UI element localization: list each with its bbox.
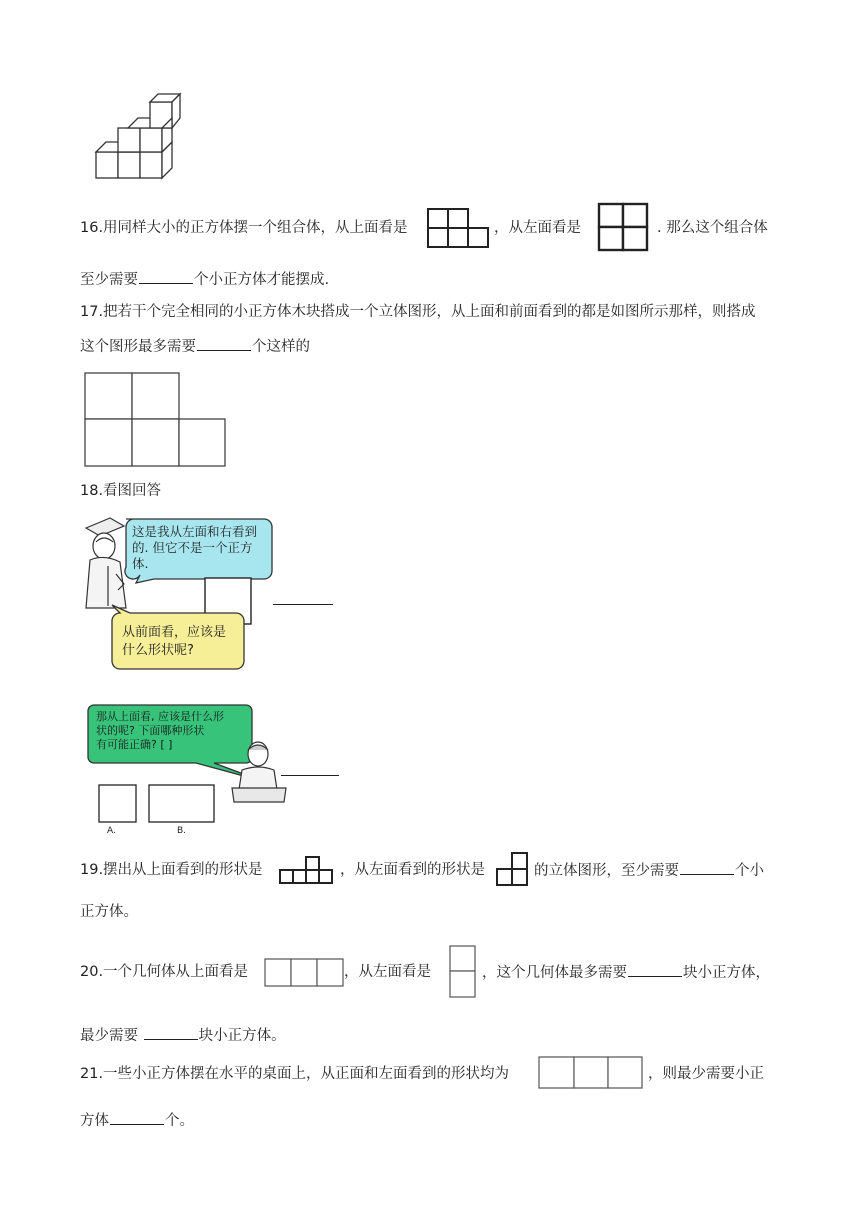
q16-left-view-figure xyxy=(597,202,649,252)
question-21-text-b-wrap xyxy=(648,1064,764,1084)
question-18-title xyxy=(80,481,161,501)
question-19-text-c-wrap xyxy=(534,860,764,881)
q18-title: 18.看图回答 xyxy=(80,483,162,499)
q20-text-c-pre: ，这个几何体最多需要 xyxy=(482,965,627,981)
bubble-2-line-1: 从前面看，应该是 xyxy=(122,625,227,640)
q17-answer-blank[interactable] xyxy=(197,336,251,351)
q17-view-figure xyxy=(84,372,228,468)
question-17-line-1 xyxy=(80,302,756,322)
question-19-line-2 xyxy=(80,902,138,922)
q16-top-view-figure xyxy=(427,208,489,248)
bubble-1-line-3: 体. xyxy=(132,556,149,571)
q21-text-a: 21.一些小正方体摆在水平的桌面上，从正面和左面看到的形状均为 xyxy=(80,1066,510,1082)
q19-left-view-figure xyxy=(496,852,530,888)
bubble-1-text xyxy=(132,524,257,572)
bubble-3-line-2: 状的呢? 下面哪种形状 xyxy=(96,724,205,737)
option-a-label: A. xyxy=(107,826,116,836)
question-20-line-1 xyxy=(80,962,248,982)
q20-top-view-figure xyxy=(264,958,344,988)
question-20-line-2 xyxy=(80,1025,286,1046)
q16-answer-blank[interactable] xyxy=(139,269,193,284)
bubble-1-line-2: 的. 但它不是一个正方 xyxy=(132,540,253,555)
question-21-line-1 xyxy=(80,1064,509,1084)
question-16-text-c-wrap xyxy=(657,218,768,238)
q16-text-d-post: 个小正方体才能摆成. xyxy=(194,272,330,288)
q19-line-2: 正方体。 xyxy=(80,904,138,920)
question-19-line-1 xyxy=(80,860,263,880)
q19-top-view-figure xyxy=(279,856,335,886)
q20-left-view-figure xyxy=(449,945,477,999)
q20-answer-blank-1[interactable] xyxy=(628,962,682,977)
q17-line-2-post: 个这样的 xyxy=(252,339,310,355)
q16-text-d-pre: 至少需要 xyxy=(80,272,138,288)
q21-view-figure xyxy=(538,1056,644,1090)
question-20-text-b-wrap xyxy=(344,962,431,982)
q20-answer-blank-2[interactable] xyxy=(144,1025,198,1040)
q21-text-b: ，则最少需要小正 xyxy=(648,1066,764,1082)
question-21-line-2 xyxy=(80,1110,194,1131)
q21-line-2-post: 个。 xyxy=(165,1113,194,1129)
student-figure xyxy=(230,740,288,804)
bubble-2-line-2: 什么形状呢? xyxy=(122,643,194,658)
q19-text-a: 19.摆出从上面看到的形状是 xyxy=(80,862,263,878)
q21-answer-blank[interactable] xyxy=(110,1110,164,1125)
q17-line-2-pre: 这个图形最多需要 xyxy=(80,339,196,355)
question-16-line-1 xyxy=(80,218,408,238)
q18-answer-blank-1[interactable] xyxy=(273,604,333,605)
q19-answer-blank[interactable] xyxy=(680,860,734,875)
q16-text-c: . 那么这个组合体 xyxy=(657,220,768,236)
q20-text-a: 20.一个几何体从上面看是 xyxy=(80,964,249,980)
option-a-figure xyxy=(98,784,138,824)
question-16-line-2 xyxy=(80,269,329,290)
question-16-text-b-wrap xyxy=(494,218,581,238)
cube-stack-figure xyxy=(92,92,192,184)
question-20-text-c-wrap xyxy=(482,962,770,983)
q16-text-b: ，从左面看是 xyxy=(494,220,581,236)
bubble-3-line-3: 有可能正确? [ ] xyxy=(96,738,173,751)
q20-text-b: ，从左面看是 xyxy=(344,964,431,980)
q18-answer-blank-2[interactable] xyxy=(281,775,339,776)
q21-line-2-pre: 方体 xyxy=(80,1113,109,1129)
question-17-line-2 xyxy=(80,336,310,357)
q20-text-c-post: 块小正方体， xyxy=(683,965,770,981)
q19-text-c-pre: 的立体图形，至少需要 xyxy=(534,863,679,879)
option-b-label: B. xyxy=(177,826,187,836)
bubble-1-line-1: 这是我从左面和右看到 xyxy=(132,524,258,539)
q16-text-a: 16.用同样大小的正方体摆一个组合体，从上面看是 xyxy=(80,220,408,236)
q20-line-2-pre: 最少需要 xyxy=(80,1028,143,1044)
q20-line-2-post: 块小正方体。 xyxy=(198,1028,286,1044)
q17-line-1: 17.把若干个完全相同的小正方体木块搭成一个立体图形，从上面和前面看到的都是如图所示那样，则搭成 xyxy=(80,304,756,320)
bubble-2-text xyxy=(122,624,226,660)
question-19-text-b-wrap xyxy=(340,860,485,880)
q19-text-b: ，从左面看到的形状是 xyxy=(340,862,485,878)
option-b-figure xyxy=(148,784,216,824)
bubble-3-text xyxy=(96,710,224,752)
q19-text-c-post: 个小 xyxy=(735,863,764,879)
bubble-3-line-1: 那从上面看, 应该是什么形 xyxy=(96,710,224,723)
